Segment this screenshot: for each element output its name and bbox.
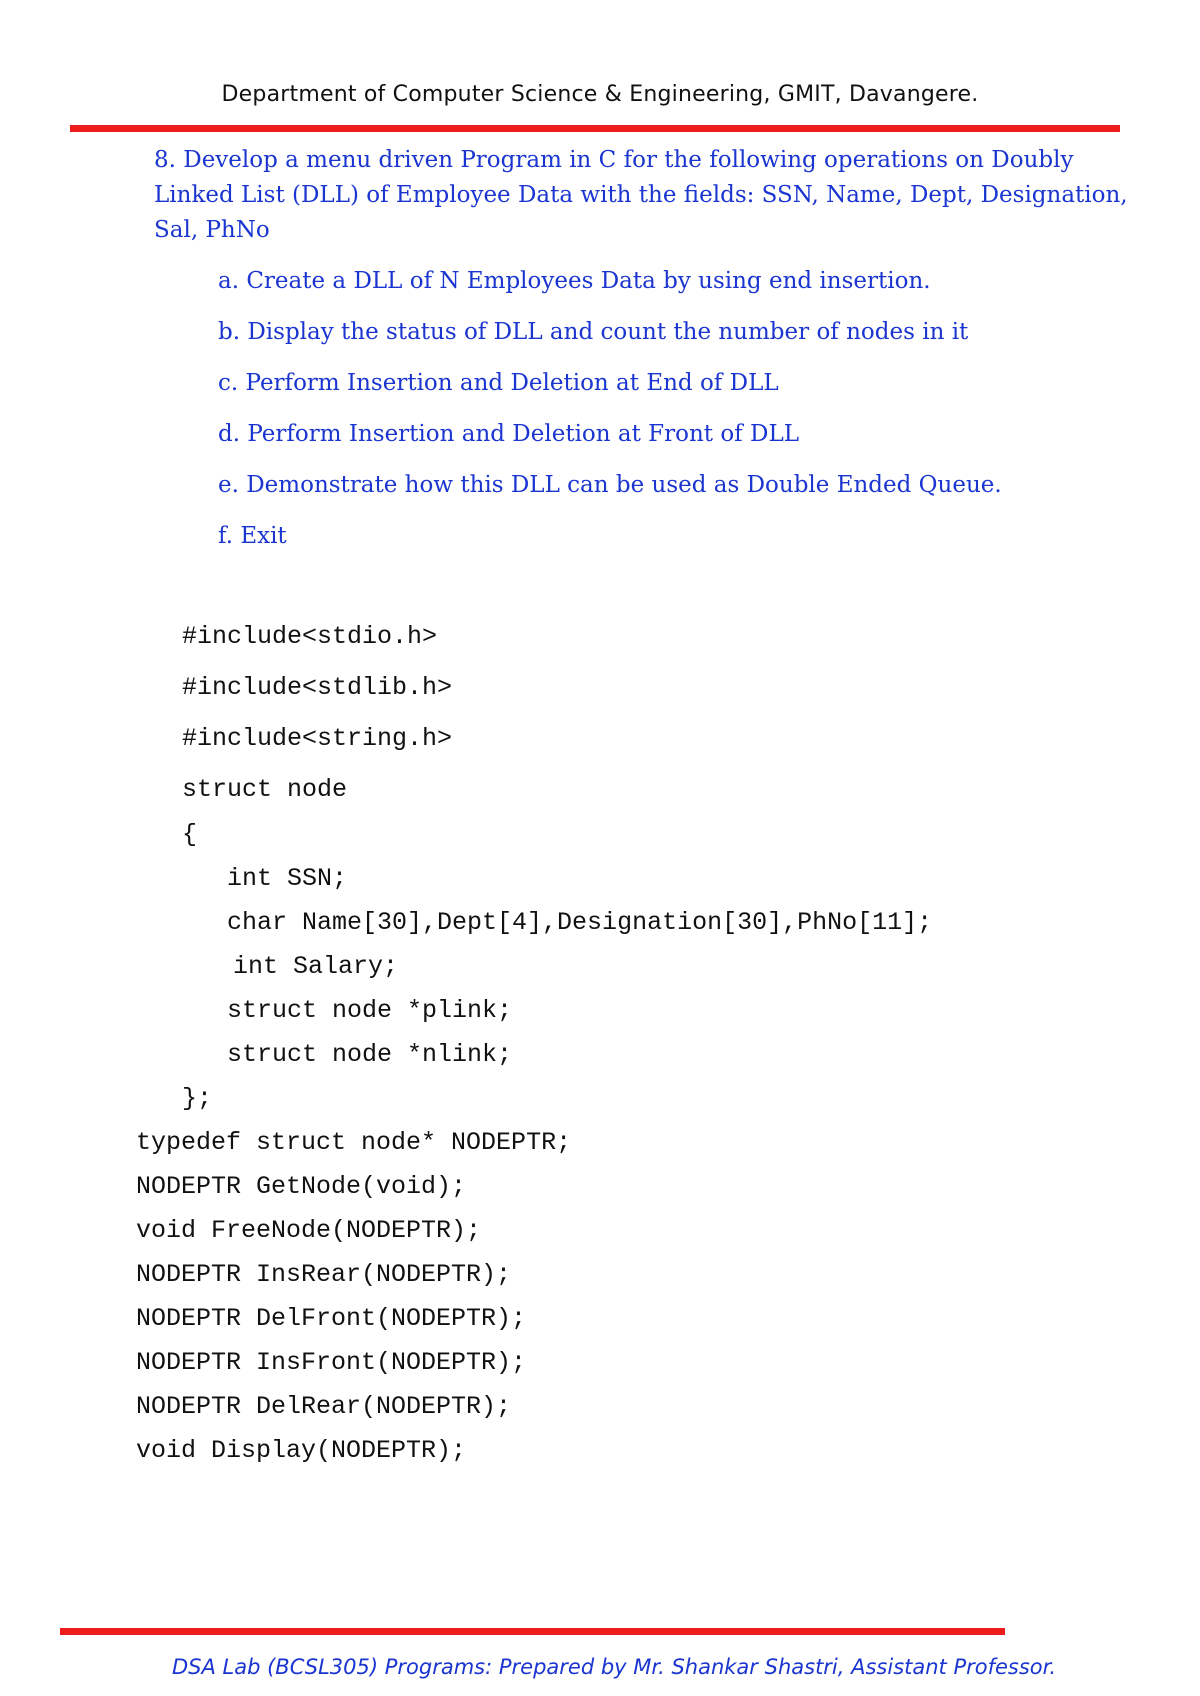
option-b: b. Display the status of DLL and count the number of nodes in it — [218, 319, 969, 345]
code-line: NODEPTR DelRear(NODEPTR); — [136, 1392, 512, 1421]
code-line: { — [182, 820, 198, 849]
page-header-title: Department of Computer Science & Engineering, GMIT, Davangere. — [221, 82, 979, 107]
code-line: char Name[30],Dept[4],Designation[30],PhNo[11]; — [227, 908, 933, 937]
option-c: c. Perform Insertion and Deletion at End of DLL — [218, 370, 779, 396]
option-a: a. Create a DLL of N Employees Data by using end insertion. — [218, 268, 931, 294]
code-line: #include<stdio.h> — [182, 622, 438, 651]
option-d: d. Perform Insertion and Deletion at Front of DLL — [218, 421, 799, 447]
code-line: #include<string.h> — [182, 724, 453, 753]
code-line: struct node *nlink; — [227, 1040, 513, 1069]
code-line: typedef struct node* NODEPTR; — [136, 1128, 572, 1157]
code-line: struct node — [182, 775, 348, 804]
code-line: NODEPTR GetNode(void); — [136, 1172, 467, 1201]
code-line: NODEPTR DelFront(NODEPTR); — [136, 1304, 527, 1333]
page-footer-text: DSA Lab (BCSL305) Programs: Prepared by Mr. Shankar Shastri, Assistant Professor. — [172, 1655, 1057, 1679]
option-f: f. Exit — [218, 523, 287, 549]
code-line: #include<stdlib.h> — [182, 673, 453, 702]
header-rule — [70, 125, 1120, 132]
code-line: void Display(NODEPTR); — [136, 1436, 467, 1465]
code-line: }; — [182, 1084, 213, 1113]
option-e: e. Demonstrate how this DLL can be used as Double Ended Queue. — [218, 472, 1002, 498]
code-line: struct node *plink; — [227, 996, 513, 1025]
code-line: int Salary; — [233, 952, 399, 981]
code-line: int SSN; — [227, 864, 348, 893]
code-line: void FreeNode(NODEPTR); — [136, 1216, 482, 1245]
question-options-list — [218, 265, 1002, 571]
code-line: NODEPTR InsRear(NODEPTR); — [136, 1260, 512, 1289]
question-text: 8. Develop a menu driven Program in C for the following operations on Doubly Linked List (DLL) of Employee Data with the fields: SSN, Name, Dept, Designation, Sal, PhNo — [154, 147, 1128, 243]
code-line: NODEPTR InsFront(NODEPTR); — [136, 1348, 527, 1377]
footer-rule — [60, 1628, 1005, 1635]
